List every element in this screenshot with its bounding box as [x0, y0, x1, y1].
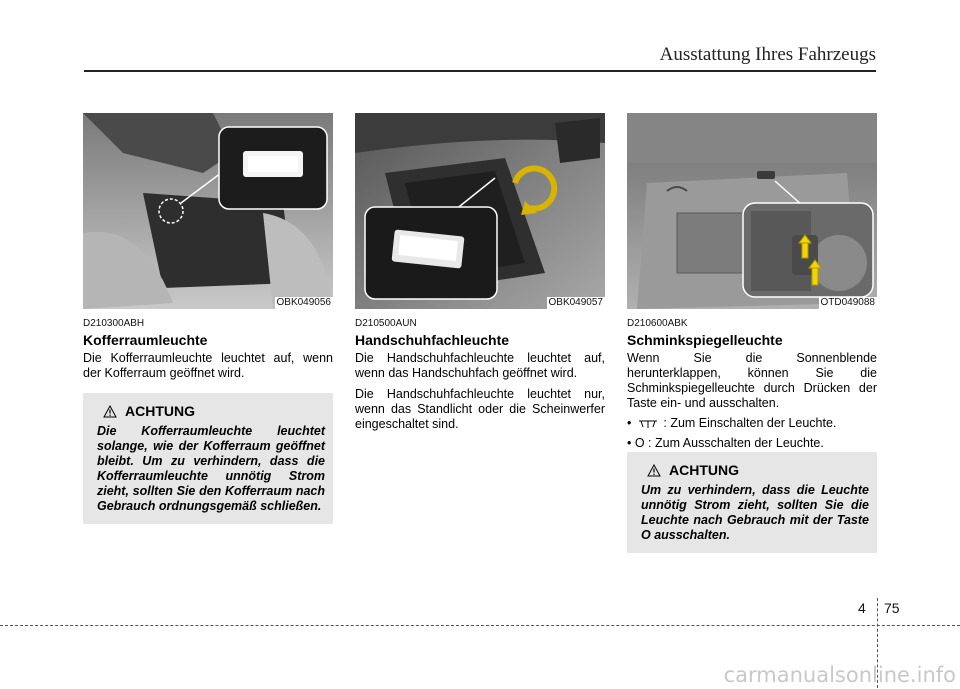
watermark: carmanualsonline.info: [723, 663, 956, 687]
warning-text: Die Kofferraumleuchte leuchtet solange, wie der Kofferraum geöffnet bleibt. Um zu verhindern, dass die Kofferraumleuchte unnötig Strom zieht, sollten Sie den Kofferraum nach Gebrauch ordnungsgemäß schließen.: [97, 424, 325, 513]
lamp-on-icon: [637, 418, 659, 430]
glovebox-light-photo: [355, 113, 605, 309]
paragraph: Die Handschuhfachleuchte leuchtet auf, wenn das Handschuhfach geöffnet wird.: [355, 351, 605, 380]
photo-code: OTD049088: [820, 297, 875, 308]
warning-title: ACHTUNG: [125, 403, 195, 419]
section-glovebox-light: [355, 113, 605, 432]
header-rule: [84, 70, 876, 72]
chapter-number: 4: [858, 600, 866, 616]
warning-triangle-icon: [647, 464, 661, 477]
photo-code: OBK049056: [276, 297, 331, 308]
warning-box: [83, 393, 333, 524]
header-title: Ausstattung Ihres Fahrzeugs: [659, 44, 876, 65]
vanity-mirror-photo: [627, 113, 877, 309]
paragraph: Die Handschuhfachleuchte leuchtet nur, wenn das Standlicht oder die Scheinwerfer eingeschaltet sind.: [355, 387, 605, 431]
paragraph: Wenn Sie die Sonnenblende herunterklappen, können Sie die Schminkspiegelleuchte durch Drücken der Taste ein- und ausschalten.: [627, 351, 877, 410]
trunk-light-photo: [83, 113, 333, 309]
warning-triangle-icon: [103, 405, 117, 418]
section-code: D210300ABH: [83, 318, 145, 329]
bullet-item: • : Zum Einschalten der Leuchte.: [627, 416, 837, 430]
bullet-item: • O : Zum Ausschalten der Leuchte.: [627, 436, 824, 450]
section-heading: Schminkspiegelleuchte: [627, 332, 783, 348]
section-trunk-light: [83, 113, 333, 381]
section-heading: Kofferraumleuchte: [83, 332, 208, 348]
section-code: D210600ABK: [627, 318, 688, 329]
warning-text: Um zu verhindern, dass die Leuchte unnötig Strom zieht, sollten Sie die Leuchte nach Gebrauch mit der Taste O ausschalten.: [641, 483, 869, 542]
photo-code: OBK049057: [548, 297, 603, 308]
page-number-value: 75: [884, 600, 900, 616]
section-heading: Handschuhfachleuchte: [355, 332, 510, 348]
warning-title: ACHTUNG: [669, 462, 739, 478]
section-vanity-mirror-light: [627, 113, 877, 451]
section-code: D210500AUN: [355, 318, 417, 329]
paragraph: Die Kofferraumleuchte leuchtet auf, wenn der Kofferraum geöffnet wird.: [83, 351, 333, 380]
footer-rule: [0, 625, 960, 626]
warning-box: [627, 452, 877, 553]
